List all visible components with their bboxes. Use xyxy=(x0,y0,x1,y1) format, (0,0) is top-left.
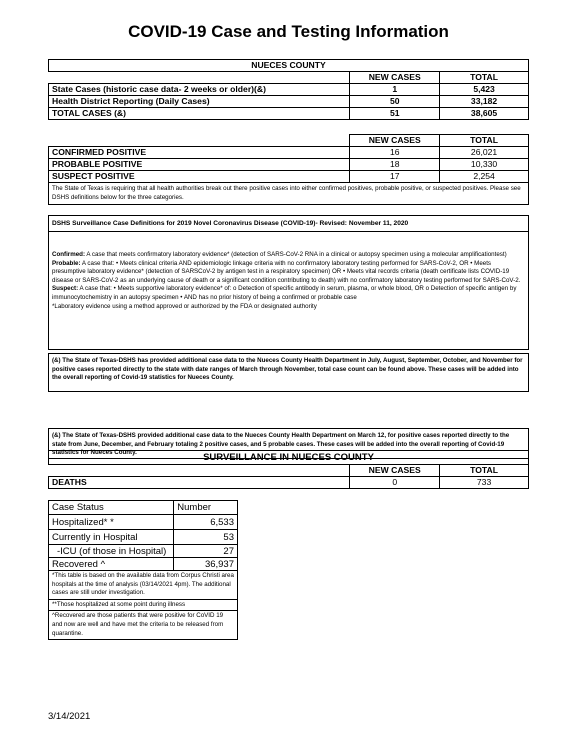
deaths-new: 0 xyxy=(350,477,440,489)
state-data-note-1: (&) The State of Texas-DSHS has provided additional case data to the Nueces County Health Department in July, August, September, October, and November for positive cases reported directly to the state with date ranges of March through November, total case count can be found above. These cases will be added into the overall reporting of Covid-19 statistics for Nueces County. xyxy=(48,353,529,392)
table-row xyxy=(49,84,529,96)
table-row xyxy=(49,108,529,120)
confirmed-definition xyxy=(52,251,525,260)
row-value: 36,937 xyxy=(174,558,238,571)
col-new-cases: NEW CASES xyxy=(350,72,440,84)
row-new: 1 xyxy=(350,84,440,96)
state-data-note-2: (&) The State of Texas-DSHS provided additional case data to the Nueces County Health Department on March 12, for positive cases reported directly to the state from June, December, and February totaling 2 positive cases, and 5 probable cases. These cases will be added into the overall reporting of Covid-19 statistics for Nueces County. xyxy=(48,428,529,459)
county-table-title: NUECES COUNTY xyxy=(49,60,529,72)
col-new-cases: NEW CASES xyxy=(350,135,440,147)
row-label: Currently in Hospital xyxy=(49,530,174,545)
col-number: Number xyxy=(174,501,238,515)
table-row xyxy=(49,545,238,558)
row-value: 53 xyxy=(174,530,238,545)
definitions-footnote: *Laboratory evidence using a method approved or authorized by the FDA or designated authority xyxy=(52,302,317,310)
table-row xyxy=(49,159,529,171)
row-new: 17 xyxy=(350,171,440,183)
suspect-label: Suspect: xyxy=(52,285,79,293)
row-new: 50 xyxy=(350,96,440,108)
row-total: 5,423 xyxy=(440,84,529,96)
row-new: 16 xyxy=(350,147,440,159)
deaths-total: 733 xyxy=(440,477,529,489)
row-label: State Cases (historic case data- 2 weeks or older)(&) xyxy=(49,84,350,96)
col-total: TOTAL xyxy=(440,135,529,147)
page-title: COVID-19 Case and Testing Information xyxy=(128,22,449,41)
row-label: Hospitalized* * xyxy=(49,515,174,530)
row-total: 38,605 xyxy=(440,108,529,120)
row-new: 18 xyxy=(350,159,440,171)
definitions-title: DSHS Surveillance Case Definitions for 2019 Novel Coronavirus Disease (COVID-19)- Revised: November 11, 2020 xyxy=(49,216,528,232)
dshs-definitions xyxy=(48,215,529,350)
case-status-table xyxy=(48,500,238,640)
probable-label: Probable: xyxy=(52,259,81,267)
suspect-definition xyxy=(52,285,525,302)
col-case-status: Case Status xyxy=(49,501,174,515)
row-total: 10,330 xyxy=(440,159,529,171)
nueces-county-table xyxy=(48,59,529,120)
confirmed-label: Confirmed: xyxy=(52,251,85,258)
suspect-text: A case that: • Meets supportive laboratory evidence* of: o Detection of specific antibody in serum, plasma, or whole blood, OR o Detection of specific antigen by immunocytochemistry in an autopsy specimen • AND has no prior history of being a confirmed or probable case xyxy=(52,285,517,301)
row-total: 26,021 xyxy=(440,147,529,159)
col-total: TOTAL xyxy=(440,72,529,84)
table-row xyxy=(49,147,529,159)
row-value: 6,533 xyxy=(174,515,238,530)
col-new-cases: NEW CASES xyxy=(350,465,440,477)
probable-text: A case that: • Meets clinical criteria AND epidemiologic linkage criteria with no confirmatory laboratory testing performed for SARS-CoV-2, OR • Meets presumptive laboratory evidence* (detection of SARSCoV-2 by antigen test in a respiratory specimen) OR • Meets vital records criteria (death certificate lists COVID-19 disease or SARS-CoV-2 as an underlying cause of death or a significant condition contributing to death) with no confirmatory laboratory testing performed for SARS-CoV-2. xyxy=(52,259,521,284)
col-total: TOTAL xyxy=(440,465,529,477)
surveillance-title: SURVEILLANCE IN NUECES COUNTY xyxy=(49,451,529,465)
row-total: 2,254 xyxy=(440,171,529,183)
status-note-2: **Those hospitalized at some point during illness xyxy=(49,599,238,611)
classification-table xyxy=(48,134,529,205)
row-label: TOTAL CASES (&) xyxy=(49,108,350,120)
classification-note: The State of Texas is requiring that all health authorities break out there positive cases into either confirmed positives, probable positive, or suspected positives. Please see DSHS definitions below for the three categories. xyxy=(49,183,529,205)
status-note-3: ^Recovered are those patients that were positive for CoVID 19 and now are well and have met the criteria to be released from quarantine. xyxy=(49,611,238,640)
row-label: PROBABLE POSITIVE xyxy=(49,159,350,171)
row-value: 27 xyxy=(174,545,238,558)
table-row xyxy=(49,515,238,530)
row-label: Recovered ^ xyxy=(49,558,174,571)
table-row xyxy=(49,477,529,489)
table-row xyxy=(49,171,529,183)
surveillance-table xyxy=(48,450,529,489)
row-label: SUSPECT POSITIVE xyxy=(49,171,350,183)
row-label: -ICU (of those in Hospital) xyxy=(49,545,174,558)
row-label: Health District Reporting (Daily Cases) xyxy=(49,96,350,108)
table-row xyxy=(49,558,238,571)
row-new: 51 xyxy=(350,108,440,120)
table-row xyxy=(49,96,529,108)
footer-date: 3/14/2021 xyxy=(48,711,91,722)
table-row xyxy=(49,530,238,545)
row-total: 33,182 xyxy=(440,96,529,108)
deaths-label: DEATHS xyxy=(49,477,350,489)
probable-definition xyxy=(52,260,525,286)
status-note-1: *This table is based on the available data from Corpus Christi area hospitals at the time of analysis (03/14/2021 4pm). The additional cases are still under investigation. xyxy=(49,571,238,600)
confirmed-text: A case that meets confirmatory laboratory evidence* (detection of SARS-CoV-2 RNA in a clinical or autopsy specimen using a molecular amplificationtest) xyxy=(85,251,507,258)
row-label: CONFIRMED POSITIVE xyxy=(49,147,350,159)
